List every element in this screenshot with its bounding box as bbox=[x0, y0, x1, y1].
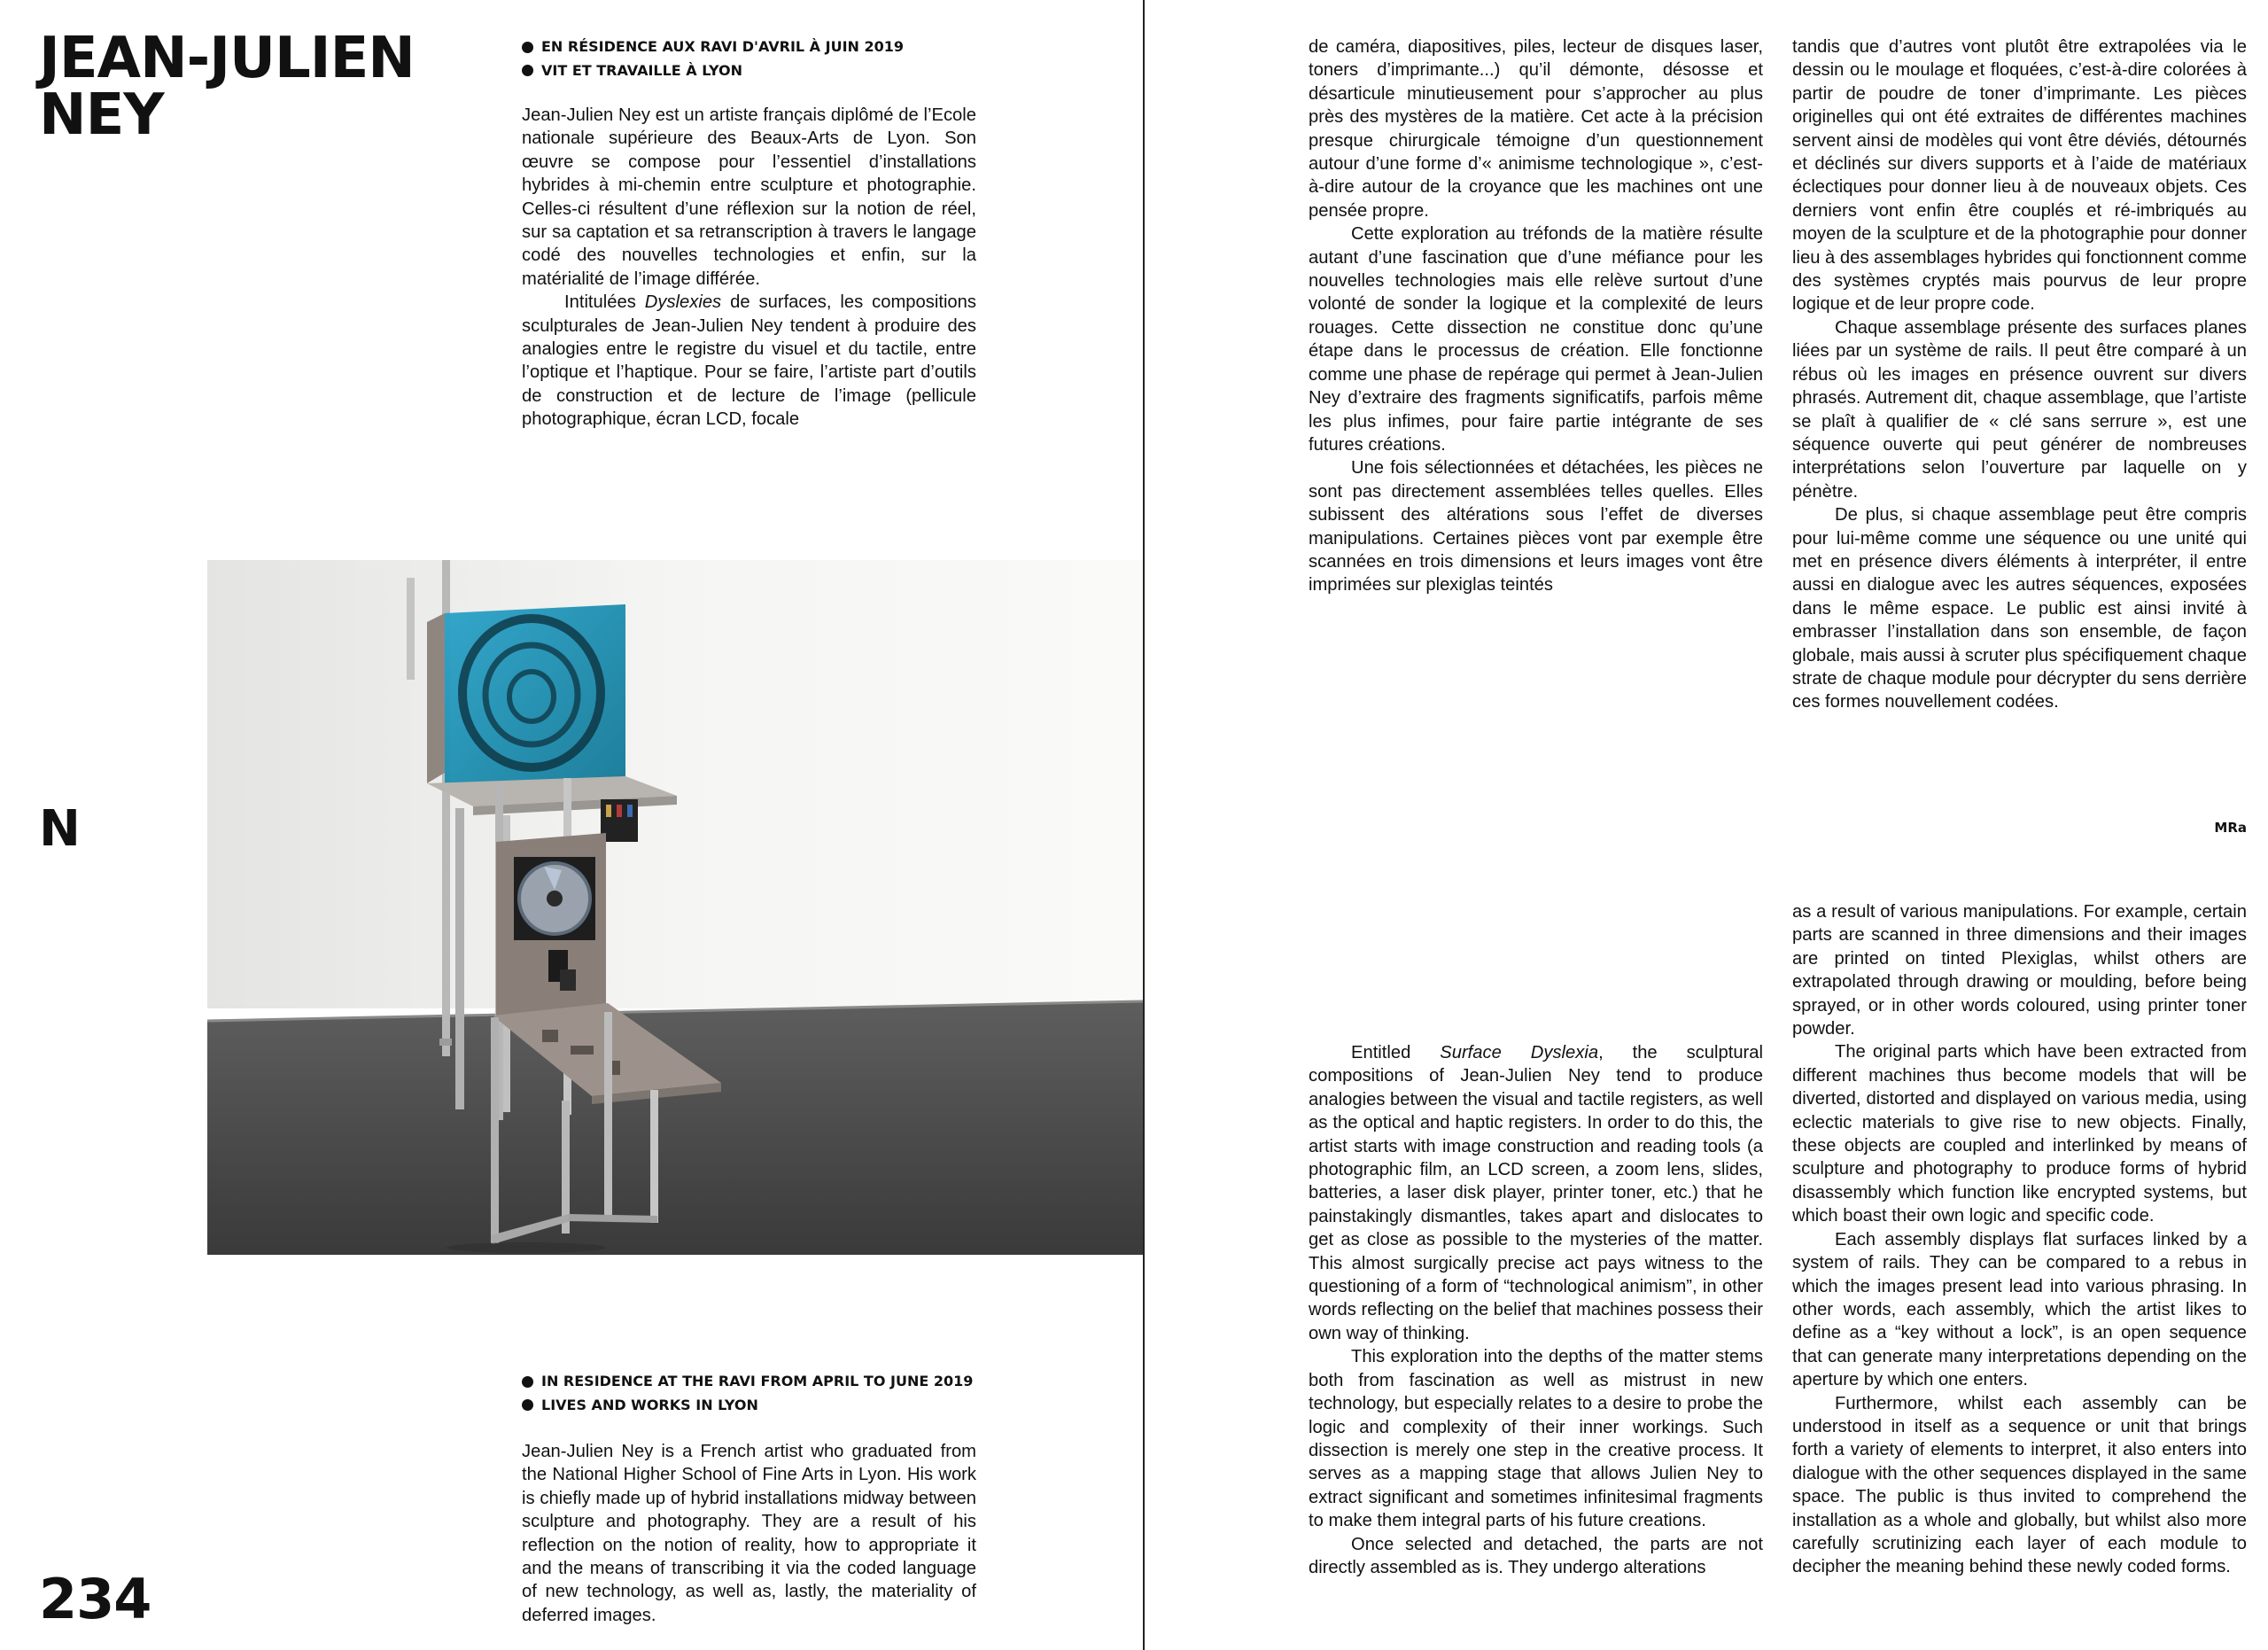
paragraph: Furthermore, whilst each assembly can be understood in itself as a sequence or unit that brings forth a variety of elements to interpret, it also enters into dialogue with the other sequences displayed in the same space. The public is thus invited to comprehend the installation as a whole and globally, but whilst also more carefully scrutinizing each layer of each module to decipher the meaning behind these newly coded forms. bbox=[1792, 1393, 2247, 1577]
meta-item: VIT ET TRAVAILLE À LYON bbox=[522, 59, 983, 83]
artist-name-line-1: JEAN-JULIEN bbox=[39, 26, 415, 91]
meta-item: EN RÉSIDENCE AUX RAVI D'AVRIL À JUIN 2019 bbox=[522, 35, 983, 59]
author-initials: MRa bbox=[2214, 820, 2247, 836]
paragraph: Cette exploration au tréfonds de la matière résulte autant d’une fascination que d’une méfiance pour les nouvelles technologies mais elle relève surtout d’une volonté de sonder la logique et la complexité de leurs rouages. Cette dissection ne constitue donc qu’une étape dans le processus de création. Elle fonctionne comme une phase de repérage qui permet à Jean-Julien Ney d’extraire des fragments significatifs, parfois même les plus infimes, pour faire partie intégrante de ses futures créations. bbox=[1309, 224, 1763, 455]
english-text-column-3 bbox=[1792, 900, 2247, 1579]
paragraph: Entitled Surface Dyslexia, the sculptural compositions of Jean-Julien Ney tend to produce analogies between the visual and tactile registers, as well as the optical and haptic registers. In order to do this, the artist starts with image construction and reading tools (a photographic film, an LCD screen, a zoom lens, slides, batteries, a laser disk player, printer toner, etc.) that he painstakingly dismantles, takes apart and dislocates to get as close as possible to the mysteries of the matter. This almost surgically precise act pays witness to the questioning of a form of “technological animism”, in other words reflecting on the belief that machines possess their own way of thinking. bbox=[1309, 1043, 1763, 1343]
artwork-photo bbox=[207, 560, 1143, 1255]
bullet-icon bbox=[522, 1399, 533, 1411]
french-text-column-3 bbox=[1792, 35, 2247, 714]
paragraph: Une fois sélectionnées et détachées, les pièces ne sont pas directement assemblées telles quelles. Elles subissent des altérations sous l’effet de diverses manipulations. Certaines pièces vont par exemple être scannées en trois dimensions et leurs images vont être imprimées sur plexiglas teintés bbox=[1309, 458, 1763, 595]
artist-name bbox=[39, 26, 500, 148]
paragraph: Each assembly displays flat surfaces linked by a system of rails. They can be compared to a rebus in which the images present lead into various phrasing. In other words, each assembly, which the artist likes to define as a “key without a lock”, is an open sequence that can generate many interpretations depending on the aperture by which one enters. bbox=[1792, 1229, 2247, 1390]
english-text-column-2 bbox=[1309, 1041, 1763, 1579]
artist-name-line-2: NEY bbox=[39, 82, 164, 148]
paragraph: Jean-Julien Ney est un artiste français diplômé de l’Ecole nationale supérieure des Beaux-Arts de Lyon. Son œuvre se compose pour l’essentiel d’installations hybrides à mi-chemin entre sculpture et photographie. Celles-ci résultent d’une réflexion sur la notion de réel, sur sa captation et sa retranscription à travers le langage codé des nouvelles technologies et enfin, sur la matérialité de l’image différée. bbox=[522, 105, 976, 289]
bullet-icon bbox=[522, 1376, 533, 1388]
paragraph: tandis que d’autres vont plutôt être extrapolées via le dessin ou le moulage et floquées, c’est-à-dire colorées à partir de poudre de toner d’imprimante. Les pièces originelles qui ont été extraites de différentes machines servent ainsi de modèles qui vont être déviés, détournés et déclinés sur divers supports et à l’aide de matériaux éclectiques pour donner lieu à de nouveaux objets. Ces derniers vont enfin être couplés et ré-imbriqués au moyen de la sculpture et de la photographie pour donner lieu à des assemblages hybrides qui fonctionnent comme des systèmes cryptés mais pourvus de leur propre logique et de leur propre code. bbox=[1792, 37, 2247, 315]
residency-info-en bbox=[522, 1370, 983, 1417]
gallery-floor bbox=[207, 1001, 1143, 1255]
french-text-column-1 bbox=[522, 104, 976, 432]
paragraph: Jean-Julien Ney is a French artist who graduated from the National Higher School of Fine Arts in Lyon. His work is chiefly made up of hybrid installations midway between sculpture and photography. They are a result of his reflection on the notion of reality, how to appropriate it and the means of transcribing it via the coded language of new technology, as well as, lastly, the materiality of deferred images. bbox=[522, 1442, 976, 1625]
installation-illustration bbox=[207, 560, 1143, 1255]
paragraph: De plus, si chaque assemblage peut être compris pour lui-même comme une séquence ou une unité qui met en présence divers éléments à interpréter, il entre aussi en dialogue avec les autres séquences, exposées dans le même espace. Le public est ainsi invité à embrasser l’installation dans son ensemble, de façon globale, mais aussi à scruter plus spécifiquement chaque strate de chaque module pour décrypter du sens derrière ces formes nouvellement codées. bbox=[1792, 505, 2247, 712]
bullet-icon bbox=[522, 65, 533, 76]
index-letter: N bbox=[39, 800, 81, 858]
english-text-column-1 bbox=[522, 1440, 976, 1627]
french-text-column-2 bbox=[1309, 35, 1763, 597]
meta-item: LIVES AND WORKS IN LYON bbox=[522, 1394, 983, 1418]
paragraph: as a result of various manipulations. For example, certain parts are scanned in three dimensions and their images are printed on tinted Plexiglas, whilst others are extrapolated through drawing or moulding, before being sprayed, or in other words coloured, using printer toner powder. bbox=[1792, 902, 2247, 1039]
paragraph: de caméra, diapositives, piles, lecteur de disques laser, toners d’imprimante...) qu’il démonte, désosse et désarticule minutieusement pour s’approcher au plus près des mystères de la matière. Cet acte à la précision presque chirurgicale témoigne d’un questionnement autour d’une forme d’« animisme technologique », c’est-à-dire autour de la croyance que les machines ont une pensée propre. bbox=[1309, 37, 1763, 221]
paragraph: This exploration into the depths of the matter stems both from fascination as well as mistrust in new technology, but especially relates to a desire to probe the logic and complexity of their inner workings. Such dissection is merely one step in the creative process. It serves as a mapping stage that allows Julien Ney to extract significant and sometimes infinitesimal fragments to make them integral parts of his future creations. bbox=[1309, 1347, 1763, 1531]
page-number: 234 bbox=[39, 1567, 151, 1631]
work-title: Surface Dyslexia bbox=[1440, 1043, 1599, 1062]
gallery-wall bbox=[207, 560, 1143, 1008]
page-gutter bbox=[1143, 0, 1145, 1650]
bullet-icon bbox=[522, 42, 533, 53]
meta-item: IN RESIDENCE AT THE RAVI FROM APRIL TO JUNE 2019 bbox=[522, 1370, 983, 1394]
work-title: Dyslexies bbox=[644, 292, 722, 313]
residency-info-fr bbox=[522, 35, 983, 82]
paragraph: Intitulées Dyslexies de surfaces, les compositions sculpturales de Jean-Julien Ney tendent à produire des analogies entre le registre du visuel et du tactile, entre l’optique et l’haptique. Pour se faire, l’artiste part d’outils de construction et de lecture de l’image (pellicule photographique, écran LCD, focale bbox=[522, 292, 976, 430]
paragraph: Chaque assemblage présente des surfaces planes liées par un système de rails. Il peut être comparé à un rébus où les images en présence ouvrent sur divers phrasés. Autrement dit, chaque assemblage, que l’artiste se plaît à qualifier de « clé sans serrure », est une séquence ouverte qui peut générer de nombreuses interprétations selon l’ouverture par laquelle on y pénètre. bbox=[1792, 317, 2247, 502]
paragraph: Once selected and detached, the parts are not directly assembled as is. They undergo alterations bbox=[1309, 1534, 1763, 1577]
paragraph: The original parts which have been extracted from different machines thus become models that will be diverted, distorted and displayed on various media, using eclectic materials to give rise to new objects. Finally, these objects are coupled and interlinked by means of sculpture and photography to produce forms of hybrid disassembly which function like encrypted systems, but which boast their own logic and specific code. bbox=[1792, 1042, 2247, 1226]
